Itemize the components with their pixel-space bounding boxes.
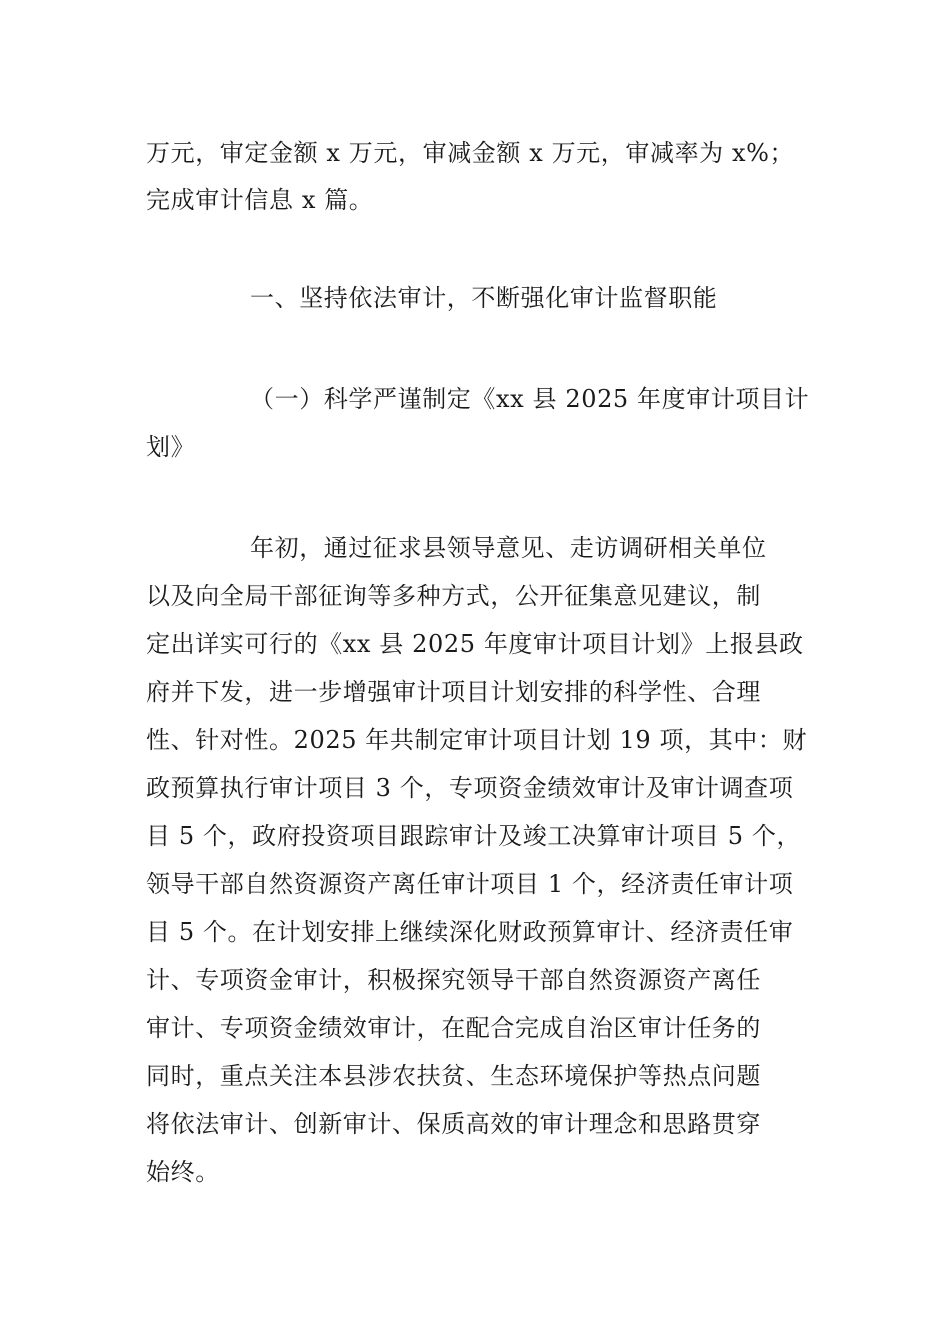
subsection-heading-line: 划》	[146, 433, 196, 461]
body-line: 始终。	[146, 1158, 220, 1186]
intro-line: 万元，审定金额 x 万元，审减金额 x 万元，审减率为 x%；	[146, 139, 795, 167]
body-line: 目 5 个，政府投资项目跟踪审计及竣工决算审计项目 5 个，	[146, 822, 802, 850]
body-line: 领导干部自然资源资产离任审计项目 1 个，经济责任审计项	[146, 870, 794, 898]
body-line: 审计、专项资金绩效审计，在配合完成自治区审计任务的	[146, 1014, 761, 1042]
body-line: 性、针对性。2025 年共制定审计项目计划 19 项，其中：财	[146, 726, 808, 754]
body-line: 年初，通过征求县领导意见、走访调研相关单位	[250, 534, 767, 562]
body-line: 同时，重点关注本县涉农扶贫、生态环境保护等热点问题	[146, 1062, 761, 1090]
body-line: 以及向全局干部征询等多种方式，公开征集意见建议，制	[146, 582, 761, 610]
section-heading: 一、坚持依法审计，不断强化审计监督职能	[250, 284, 718, 312]
body-line: 定出详实可行的《xx 县 2025 年度审计项目计划》上报县政	[146, 630, 804, 658]
body-line: 政预算执行审计项目 3 个，专项资金绩效审计及审计调查项	[146, 774, 794, 802]
body-line: 将依法审计、创新审计、保质高效的审计理念和思路贯穿	[146, 1110, 761, 1138]
subsection-heading-line: （一）科学严谨制定《xx 县 2025 年度审计项目计	[250, 385, 810, 413]
intro-line: 完成审计信息 x 篇。	[146, 186, 374, 214]
body-line: 目 5 个。在计划安排上继续深化财政预算审计、经济责任审	[146, 918, 794, 946]
body-line: 计、专项资金审计，积极探究领导干部自然资源资产离任	[146, 966, 761, 994]
body-line: 府并下发，进一步增强审计项目计划安排的科学性、合理	[146, 678, 761, 706]
